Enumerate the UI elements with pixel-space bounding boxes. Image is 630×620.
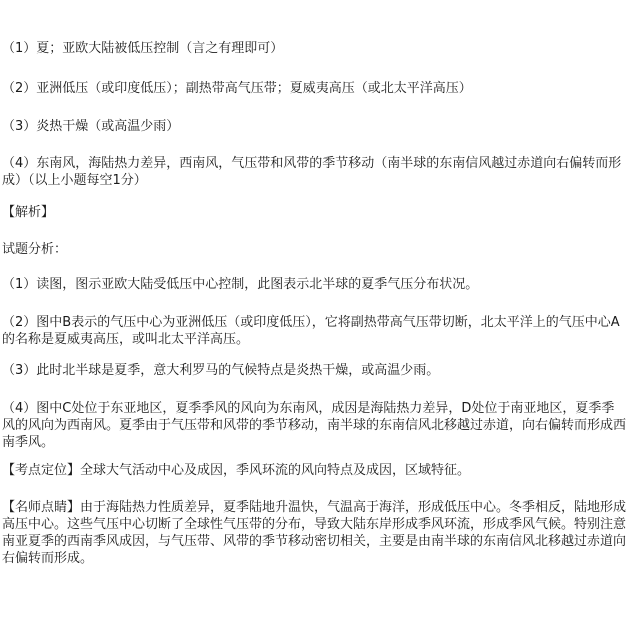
- analysis-paragraph-1: （1）读图，图示亚欧大陆受低压中心控制，此图表示北半球的夏季气压分布状况。: [2, 277, 479, 292]
- mingshi-section: 【名师点睛】由于海陆热力性质差异，夏季陆地升温快，气温高于海洋，形成低压中心。冬季相反，陆地形成高压中心。这些气压中心切断了全球性气压带的分布，导致大陆东岸形成季风环流，形成季风气候。特别注意南亚夏季的西南季风成因，与气压带、风带的季节移动密切相关，主要是由南半球的东南信风北移越过赤道向右偏转而形成。: [2, 500, 627, 566]
- analysis-paragraph-3: （3）此时北半球是夏季，意大利罗马的气候特点是炎热干燥，或高温少雨。: [2, 363, 440, 378]
- analysis-paragraph-4: （4）图中C处位于东亚地区，夏季季风的风向为东南风，成因是海陆热力差异，D处位于南亚地区，夏季季风的风向为西南风。夏季由于气压带和风带的季节移动，南半球的东南信风北移越过赤道，向右偏转而形成西南季风。: [2, 401, 627, 450]
- answer-4: （4）东南风，海陆热力差异，西南风，气压带和风带的季节移动（南半球的东南信风越过赤道向右偏转而形成）（以上小题每空1分）: [2, 156, 622, 188]
- answer-1: （1）夏；亚欧大陆被低压控制（言之有理即可）: [2, 41, 284, 56]
- analysis-paragraph-2: （2）图中B表示的气压中心为亚洲低压（或印度低压），它将副热带高气压带切断，北太平洋上的气压中心A的名称是夏威夷高压，或叫北太平洋高压。: [2, 315, 620, 347]
- analysis-intro: 试题分析：: [2, 242, 68, 257]
- answer-2: （2）亚洲低压（或印度低压）；副热带高气压带；夏威夷高压（或北太平洋高压）: [2, 81, 472, 96]
- answer-3: （3）炎热干燥（或高温少雨）: [2, 119, 180, 134]
- analysis-heading: 【解析】: [2, 205, 55, 220]
- kaodian-section: 【考点定位】全球大气活动中心及成因，季风环流的风向特点及成因，区域特征。: [2, 463, 471, 478]
